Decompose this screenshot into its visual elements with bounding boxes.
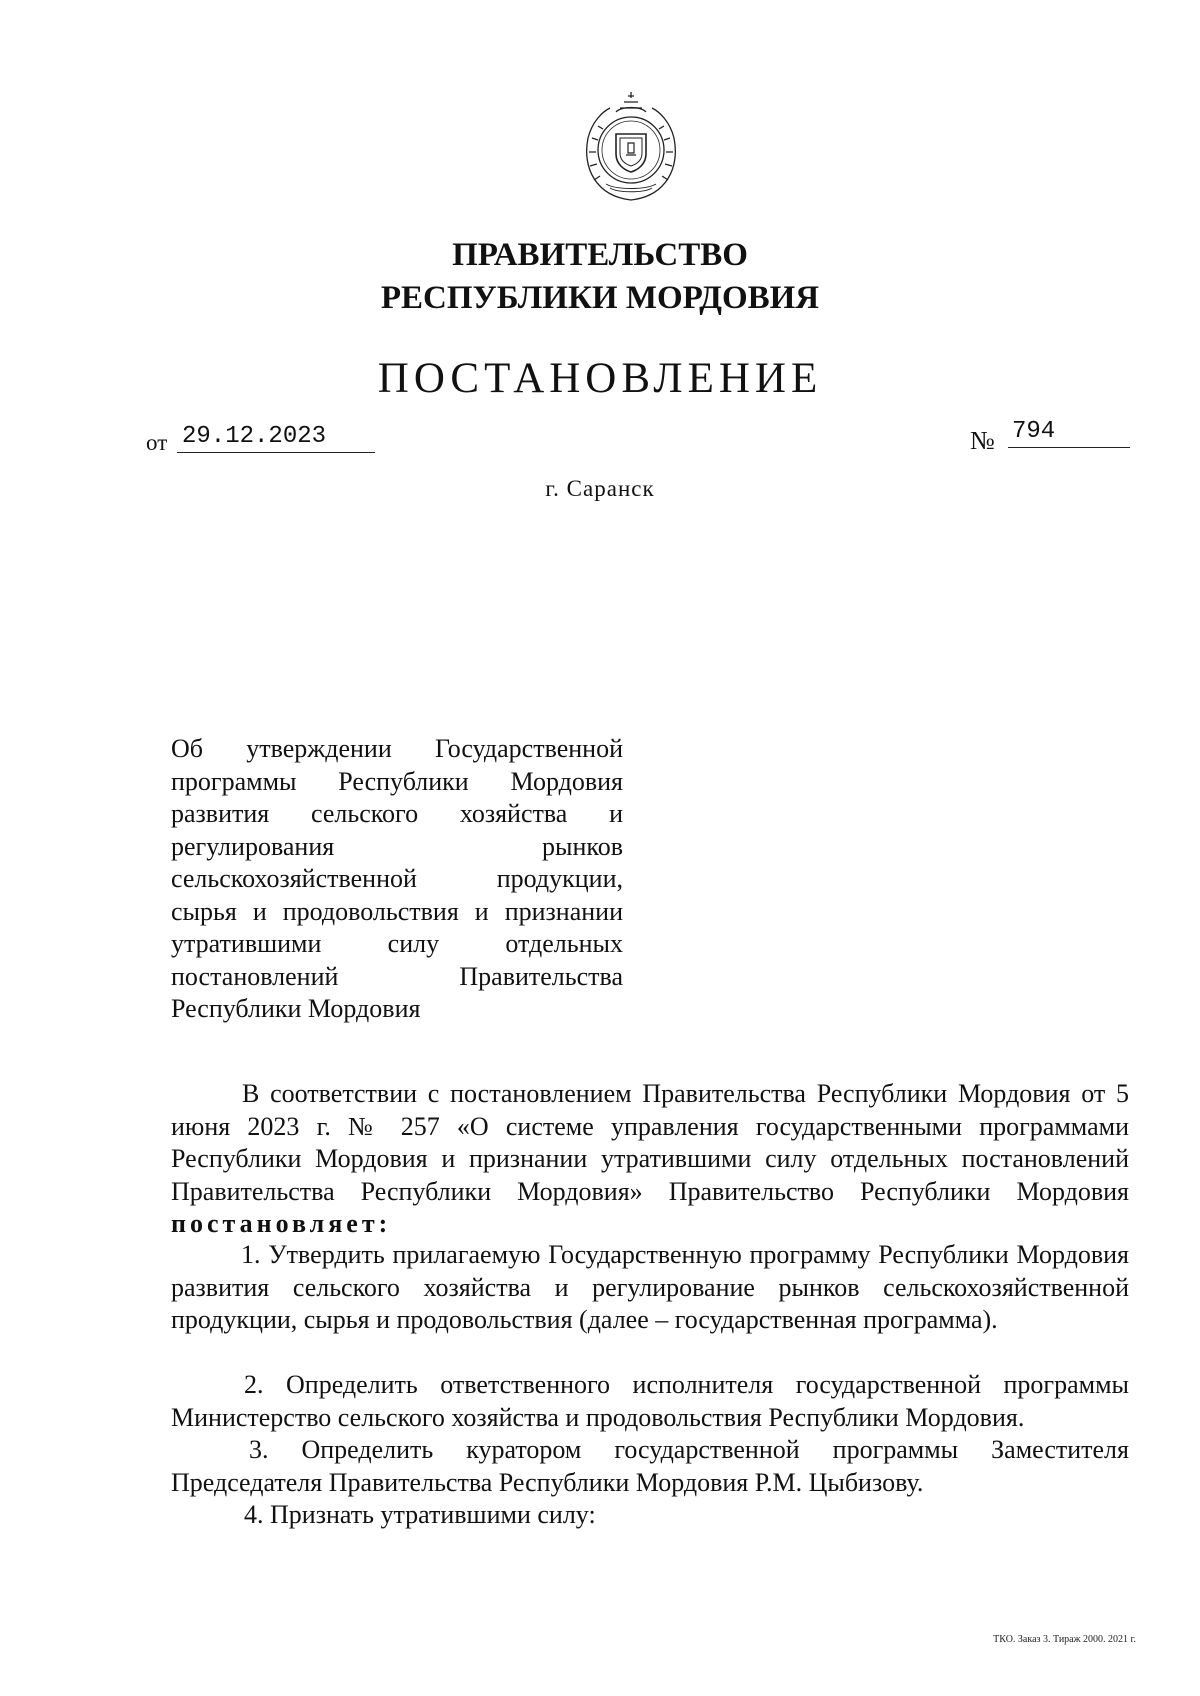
city-name: г. Саранск [545,476,655,501]
item-2-paragraph [171,1369,1129,1434]
title-line: регулирования рынков [171,831,623,861]
title-line: Республики Мордовия [171,994,421,1023]
document-title [171,733,623,1026]
preamble-paragraph [171,1078,1129,1241]
number-value: 794 [1012,418,1056,445]
resolves-keyword: постановляет: [171,1209,392,1238]
title-line: сырья и продовольствия и признании [171,896,623,926]
preamble-text: В соответствии с постановлением Правительства Республики Мордовия от 5 июня 2023 г. № 257 «О системе управления государственными программами Республики Мордовия и признании утратившими силу отдельных постановлений Правительства Республики Мордовия» Правительство Республики Мордовия [171,1079,1129,1206]
print-info: ТКО. Заказ 3. Тираж 2000. 2021 г. [993,1634,1136,1645]
title-line: Об утверждении Государственной [171,734,623,763]
item-1-paragraph [171,1239,1129,1337]
title-line: программы Республики Мордовия [171,766,623,796]
date-value: 29.12.2023 [182,423,327,450]
item-1-text: 1. Утвердить прилагаемую Государственную программу Республики Мордовия развития сельского хозяйства и регулирование рынков сельскохозяйственной продукции, сырья и продовольствия (далее – государственная программа). [171,1240,1129,1334]
item-4-text: 4. Признать утратившими силу: [244,1500,596,1529]
title-line: утратившими силу отдельных [171,929,623,958]
item-3-text: 3. Определить куратором государственной программы Заместителя Председателя Правительства Республики Мордовия Р.М. Цыбизову. [171,1435,1129,1497]
title-line: развития сельского хозяйства и [171,799,623,828]
government-name-line1: ПРАВИТЕЛЬСТВО [452,237,748,273]
item-4-paragraph [171,1499,1129,1532]
date-label: от [146,430,168,455]
number-label: № [970,426,995,455]
title-line: сельскохозяйственной продукции, [171,864,623,893]
title-line: постановлений Правительства [171,961,623,991]
document-type-heading: ПОСТАНОВЛЕНИЕ [377,355,823,402]
item-3-paragraph [171,1434,1129,1499]
government-name-line2: РЕСПУБЛИКИ МОРДОВИЯ [380,280,820,316]
item-2-text: 2. Определить ответственного исполнителя государственной программы Министерство сельского хозяйства и продовольствия Республики Мордовия. [171,1370,1129,1432]
coat-of-arms-emblem [576,88,686,208]
number-underline [1008,447,1130,448]
date-underline [177,452,375,453]
